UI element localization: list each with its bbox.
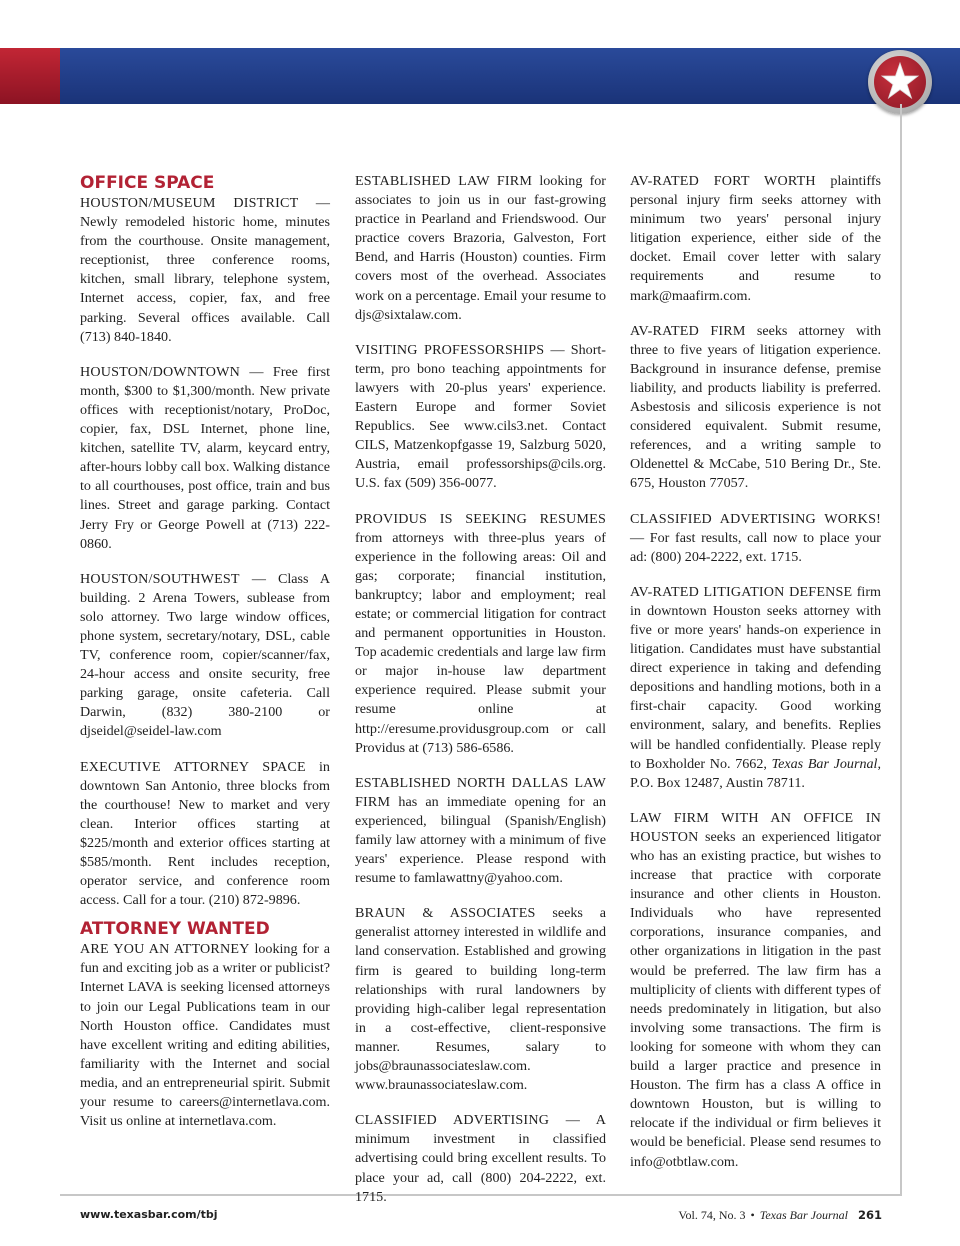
ad-lead: CLASSIFIED ADVERTISING WORKS!	[630, 510, 881, 527]
classified-ad	[630, 172, 881, 306]
ad-body: seeks a generalist attorney interested in wildlife and land conservation. Established and growing firm is geared to building long-term relationships with rural landowners by providing high-caliber legal representation in a cost-effective, client-responsive manner. Resumes, salary to jobs@braunassociateslaw.com. www.braunassociateslaw.com.	[355, 905, 606, 1094]
star-icon	[874, 56, 926, 108]
column-1	[80, 172, 330, 1147]
footer-journal-title: Texas Bar Journal	[759, 1208, 848, 1222]
section-heading-office-space: OFFICE SPACE	[80, 173, 215, 193]
footer-folio	[678, 1208, 882, 1223]
classified-ad	[355, 1111, 606, 1206]
ad-lead: PROVIDUS IS SEEKING RESUMES	[355, 510, 606, 527]
classified-ad	[80, 570, 330, 742]
ad-lead: ESTABLISHED LAW FIRM	[355, 173, 533, 189]
ad-body: — Short-term, pro bono teaching appointments for lawyers with 20-plus years' experience. Eastern Europe and former Soviet Republics. See www.cils3.net. Contact CILS, Matzenkopfgasse 19, Salzburg 5020, Austria, email professorships@cils.org. U.S. fax (509) 356-0077.	[355, 341, 606, 492]
page-number: 261	[857, 1208, 882, 1222]
ad-lead: CLASSIFIED ADVERTISING	[355, 1112, 550, 1129]
ad-body: from attorneys with three-plus years of experience in the following areas: Oil and gas; corporate; financial institution, bankruptcy; labor and employment; real estate; or commercial litigation for contract and permanent opportunities in Houston. Top academic credentials and large law firm or major in-house law department experience required. Please submit your resume online at http://eresume.providusgroup.com or call Providus at (713) 586-6586.	[355, 529, 606, 756]
classified-ad	[80, 758, 330, 911]
classified-ad	[630, 322, 881, 494]
column-3	[630, 172, 881, 1188]
ad-body: in downtown San Antonio, three blocks from the courthouse! New to market and very clean. Interior offices starting at $225/month and exterior offices starting at $585/month. Rent includes reception, operator service, and conference room access. Call for a tour. (210) 872-9896.	[80, 758, 330, 909]
ad-lead: AV-RATED FORT WORTH	[630, 173, 816, 189]
ad-body-tail: , P.O. Box 12487, Austin 78711.	[630, 755, 882, 791]
ad-body: has an immediate opening for an experienced, bilingual (Spanish/English) family law attorney with a minimum of five years' experience. Please respond with resume to famlawattny@yahoo.com.	[355, 793, 606, 887]
column-2	[355, 172, 606, 1223]
classified-ad	[630, 809, 881, 1172]
ad-lead: HOUSTON/DOWNTOWN	[80, 363, 241, 380]
ad-body: — A minimum investment in classified advertising could bring excellent results. To place your ad, call (800) 204-2222, ext. 1715.	[355, 1112, 606, 1205]
ad-body: — Free first month, $300 to $1,300/month. New private offices with receptionist/notary, ProDoc, copier, fax, DSL Internet, phone line, kitchen, satellite TV, alarm, keycard entry, after-hours lobby call box. Walking distance to all courthouses, post office, train and bus lines. Street and garage parking. Contact Jerry Fry or George Powell at (713) 222-0860.	[80, 363, 330, 552]
classified-ad	[355, 774, 606, 889]
ad-body: plaintiffs personal injury firm seeks attorney with minimum two years' personal injury litigation experience, either side of the docket. Email cover letter with salary requirements and resume to mark@maafirm.com.	[630, 173, 882, 304]
ad-lead: VISITING PROFESSORSHIPS	[355, 341, 545, 358]
header-banner	[0, 48, 960, 104]
banner-red-stripe	[0, 48, 60, 104]
footer-bullet: •	[750, 1208, 755, 1222]
ad-lead: HOUSTON/SOUTHWEST	[80, 570, 240, 587]
ad-body: — Class A building. 2 Arena Towers, sublease from solo attorney. Two large window offices, phone system, secretary/notary, DSL, cable TV, conference room, copier/scanner/fax, 24-hour access and onsite security, free parking garage, onsite cafeteria. Call Darwin, (832) 380-2100 or djseidel@seidel-law.com	[80, 570, 330, 740]
ad-lead: LAW FIRM WITH AN OFFICE IN HOUSTON	[630, 809, 881, 845]
ad-body: — Newly remodeled historic home, minutes from the courthouse. Onsite management, receptionist, three conference rooms, kitchen, small library, telephone system, Internet access, copier, fax, and free parking. Several offices available. Call (713) 840-1840.	[80, 195, 330, 345]
footer-url[interactable]: www.texasbar.com/tbj	[80, 1208, 218, 1221]
ad-lead: ESTABLISHED NORTH DALLAS LAW FIRM	[355, 774, 606, 810]
footer-volume: Vol. 74, No. 3	[678, 1208, 746, 1222]
classified-ad	[355, 172, 606, 325]
ad-body: seeks attorney with three to five years of litigation experience. Background in insurance defense, premise liability, and products liability is preferred. Asbestosis and silicosis experience is not considered equivalent. Submit resume, references, and a writing sample to Oldenettel & McCabe, 510 Bering Dr., Ste. 675, Houston 77057.	[630, 322, 881, 492]
ad-lead: AV-RATED FIRM	[630, 322, 746, 339]
classified-ad	[355, 510, 606, 758]
ad-body: firm in downtown Houston seeks attorney with five or more years' hands-on experience in litigation. Candidates must have substantial direct experience in taking and defending depositions and handling motions, both in a first-chair capacity. Good working environment, salary, and benefits. Replies will be handled confidentially. Please reply to Boxholder No. 7662,	[630, 583, 881, 772]
classified-ad	[355, 341, 606, 494]
section-heading-attorney-wanted: ATTORNEY WANTED	[80, 919, 270, 940]
ad-lead: HOUSTON/MUSEUM DISTRICT	[80, 195, 299, 211]
ad-body: seeks an experienced litigator who has an existing practice, but wishes to increase that practice with corporate insurance and other clients in Houston. Individuals who have represented corporations, insurance companies, and other organizations in litigation in the past would be preferred. The law firm has a multiplicity of clients with different types of needs predominately in litigation, but also involving some transactions. The firm is looking for someone with whom they can build a larger practice and presence in Houston. The firm has a class A office in downtown Houston, but is willing to relocate if the individual or firm believes it would be beneficial. Please send resumes to info@otbtlaw.com.	[630, 828, 881, 1170]
classified-ad	[355, 904, 606, 1095]
classified-ad	[80, 363, 330, 554]
classified-ad	[630, 583, 881, 793]
ad-body: looking for a fun and exciting job as a writer or publicist? Internet LAVA is seeking licensed attorneys to join our Legal Publications team in our North Houston office. Candidates must have excellent writing and editing abilities, familiarity with the Internet and social media, and an entrepreneurial spirit. Submit your resume to careers@internetlava.com. Visit us online at internetlava.com.	[80, 941, 330, 1130]
ad-body: — For fast results, call now to place your ad: (800) 204-2222, ext. 1715.	[630, 529, 881, 565]
ad-lead: ARE YOU AN ATTORNEY	[80, 941, 250, 958]
star-badge-inner	[874, 56, 926, 108]
ad-body: looking for associates to join us in our fast-growing practice in Pearland and Friendswood. Our practice covers Brazoria, Galveston, Fort Bend, and Harris (Houston) counties. Firm covers most of the overhead. Associates work on a percentage. Email your resume to djs@sixtalaw.com.	[355, 173, 606, 323]
classified-ad	[80, 940, 330, 1131]
ad-lead: BRAUN & ASSOCIATES	[355, 905, 536, 922]
journal-title-italic: Texas Bar Journal	[771, 755, 878, 772]
ad-lead: EXECUTIVE ATTORNEY SPACE	[80, 758, 306, 775]
classified-ad	[630, 510, 881, 567]
ad-lead: AV-RATED LITIGATION DEFENSE	[630, 583, 853, 600]
banner-blue-stripe	[60, 48, 960, 104]
classified-ad	[80, 194, 330, 347]
